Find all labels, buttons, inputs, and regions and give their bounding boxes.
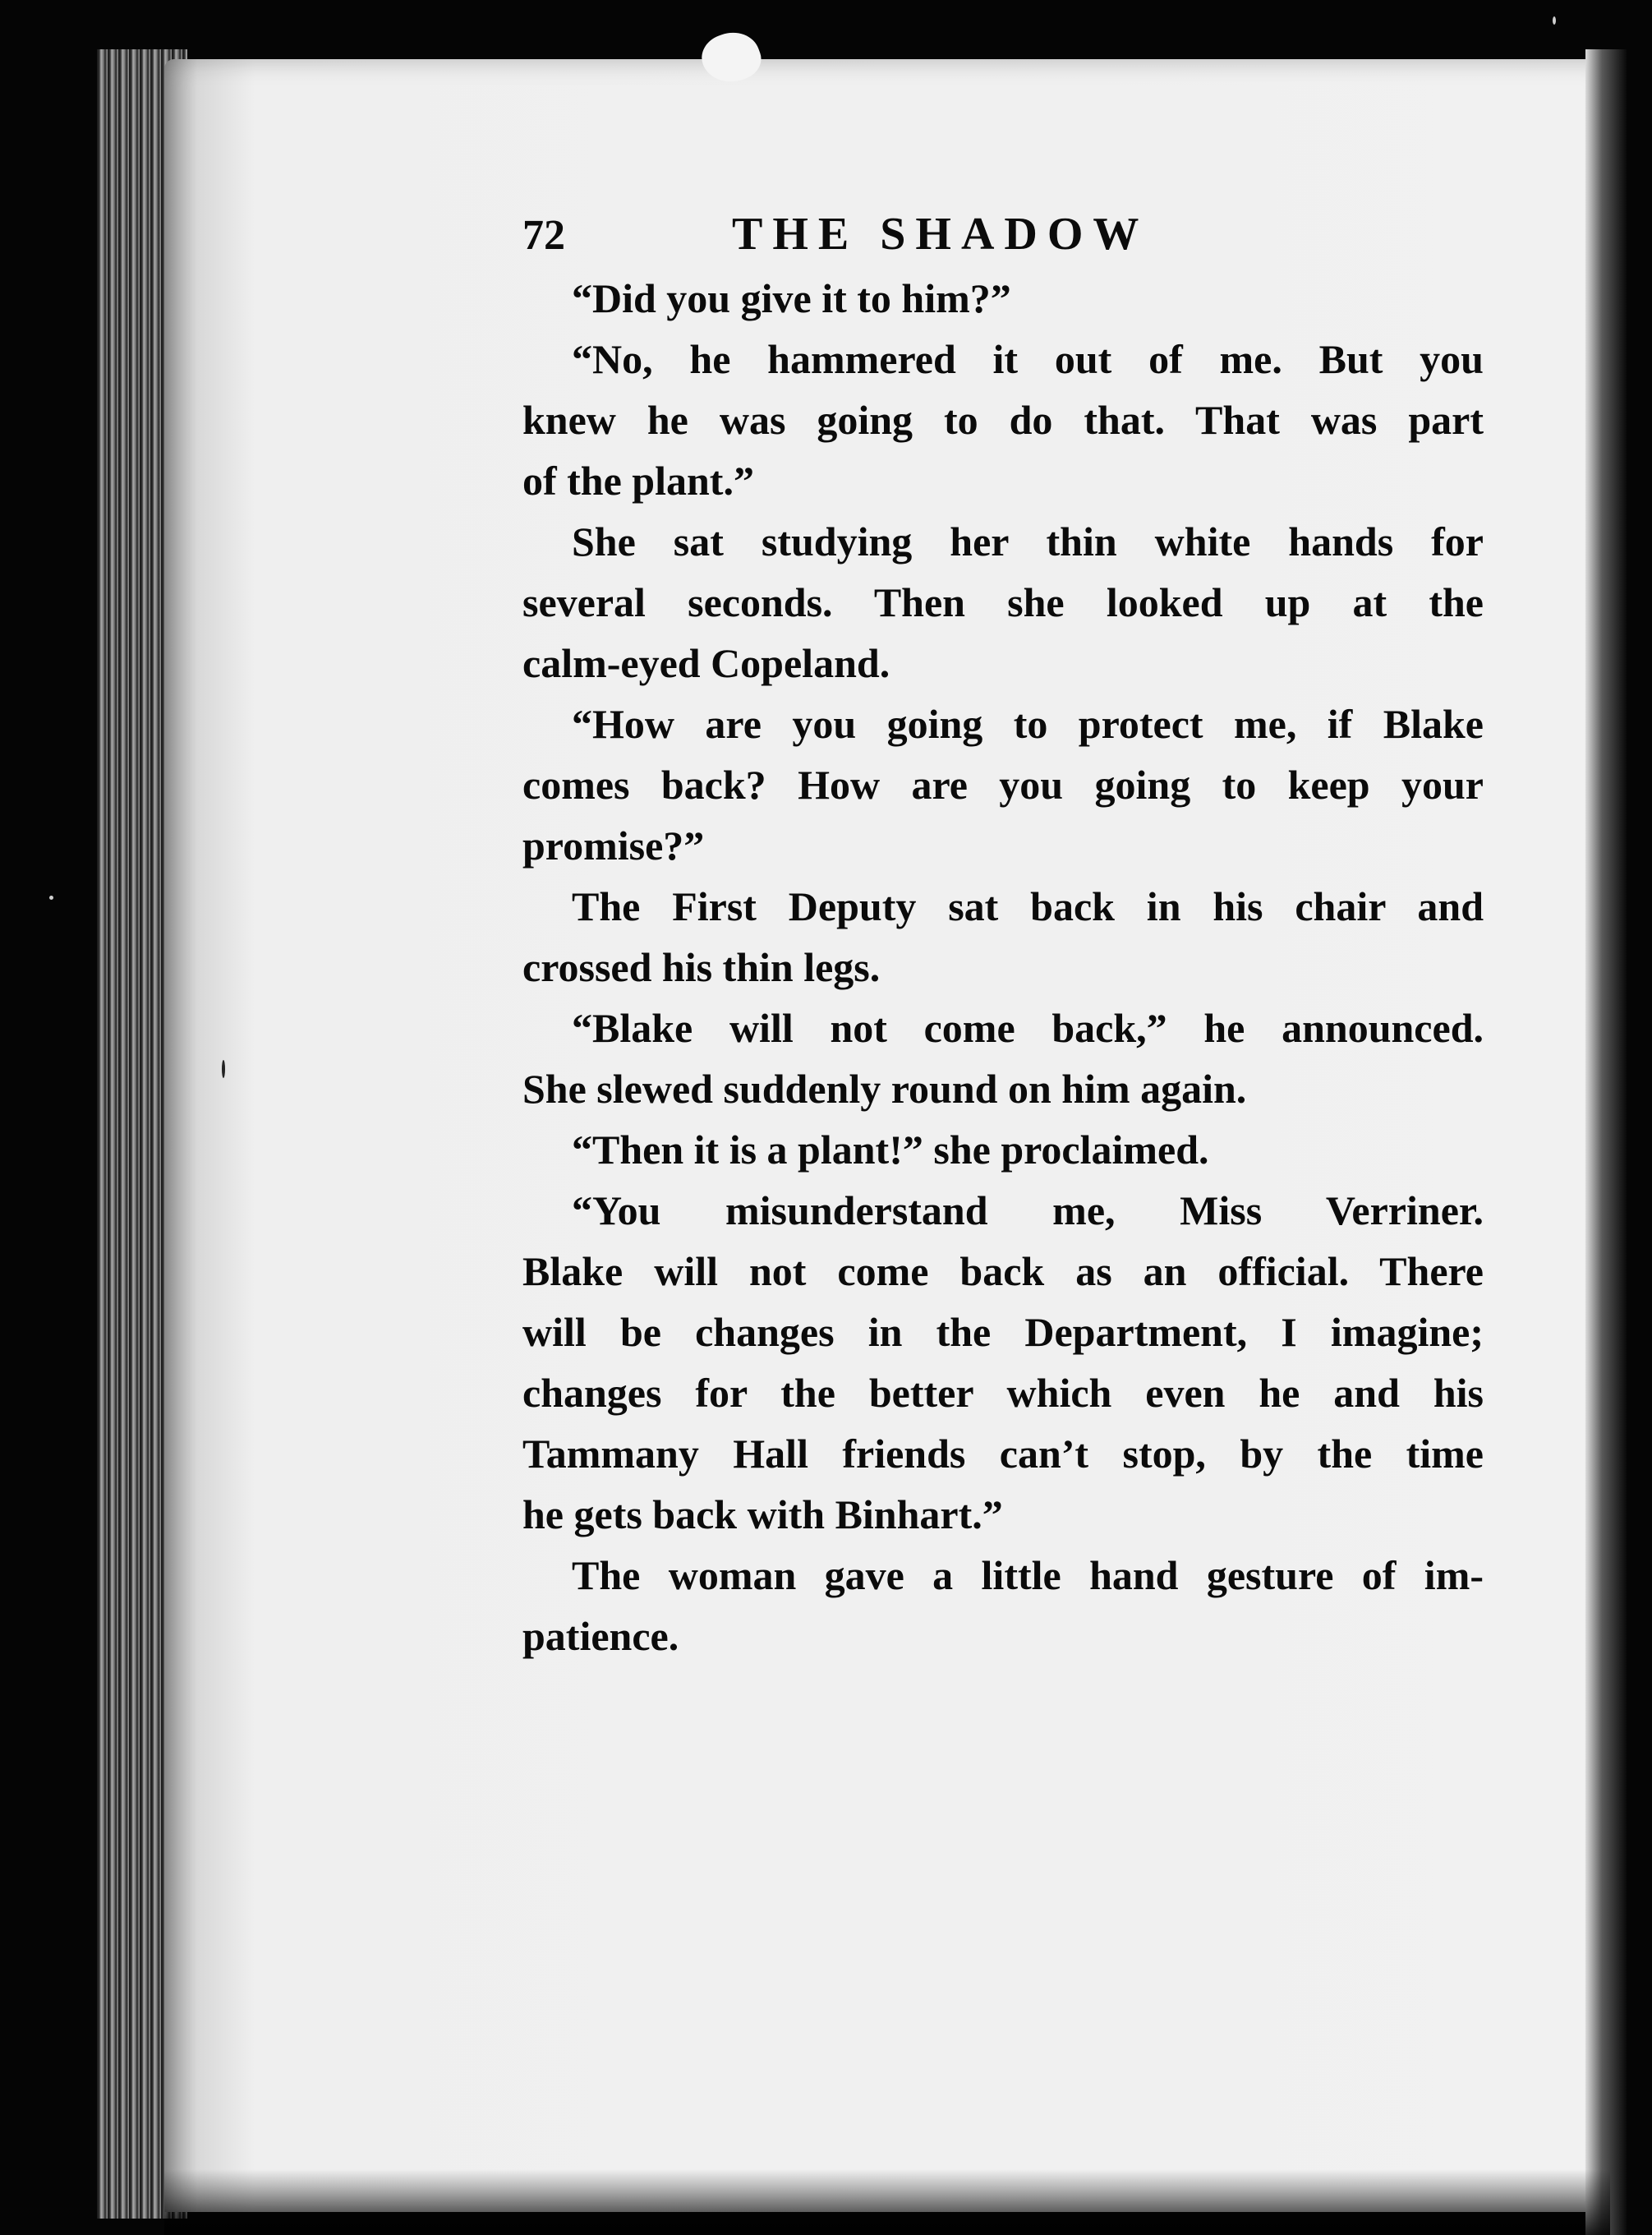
dust-speck xyxy=(1553,16,1556,25)
page-number: 72 xyxy=(522,212,565,259)
text-line: She sat studying her thin white hands for xyxy=(572,518,1484,565)
text-line: “Then it is a plant!” she proclaimed. xyxy=(572,1127,1209,1173)
text-line: promise?” xyxy=(522,823,705,869)
dust-speck xyxy=(49,896,53,900)
text-line: of the plant.” xyxy=(522,458,754,504)
text-line: several seconds. Then she looked up at the xyxy=(522,579,1484,625)
text-line: She slewed suddenly round on him again. xyxy=(522,1066,1247,1112)
text-line: knew he was going to do that. That was part xyxy=(522,397,1484,443)
text-line: crossed his thin legs. xyxy=(522,944,881,990)
text-line: “Blake will not come back,” he announced. xyxy=(572,1005,1484,1051)
text-line: “You misunderstand me, Miss Verriner. xyxy=(572,1187,1484,1233)
dust-speck xyxy=(222,1060,225,1078)
page-right-edge xyxy=(1585,49,1627,2235)
text-line: “No, he hammered it out of me. But you xyxy=(572,336,1484,382)
running-head xyxy=(522,204,1484,266)
page-bottom-shadow xyxy=(164,2169,1610,2235)
text-line: changes for the better which even he and his xyxy=(522,1370,1484,1416)
page-text xyxy=(522,204,1484,1666)
body-text xyxy=(522,268,1484,1666)
text-line: The woman gave a little hand gesture of im- xyxy=(572,1552,1484,1598)
text-line: will be changes in the Department, I imagine; xyxy=(522,1309,1484,1355)
text-line: calm-eyed Copeland. xyxy=(522,640,890,686)
text-line: patience. xyxy=(522,1613,679,1659)
book-title: THE SHADOW xyxy=(732,209,1149,260)
text-line: The First Deputy sat back in his chair and xyxy=(572,883,1484,929)
text-line: he gets back with Binhart.” xyxy=(522,1491,1003,1537)
text-line: Tammany Hall friends can’t stop, by the time xyxy=(522,1431,1484,1477)
text-line: Blake will not come back as an official. There xyxy=(522,1248,1484,1294)
text-line: “How are you going to protect me, if Blake xyxy=(572,701,1484,747)
text-line: comes back? How are you going to keep your xyxy=(522,762,1484,808)
text-line: “Did you give it to him?” xyxy=(572,275,1011,321)
